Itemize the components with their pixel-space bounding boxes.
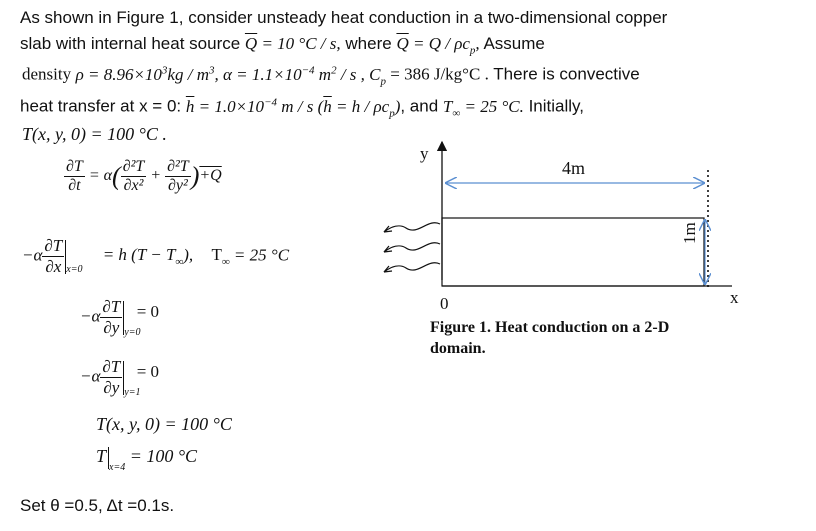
- intro-line-2: slab with internal heat source $\overline{Q} = 10$ °C / s, where $\overline{Q} = Q / \rho c_p$, Assume: [20, 34, 545, 57]
- bc-y1-equation: −α $\frac{\partial T}{\partial y}$ $_{y=1}$ = 0: [80, 357, 160, 399]
- bc-y0-equation: −α $\frac{\partial T}{\partial y}$ $_{y=0}$ = 0: [80, 297, 160, 339]
- figure-caption-line-1: Figure 1. Heat conduction on a 2-D: [430, 319, 670, 336]
- convection-arrows-icon: [384, 223, 440, 272]
- intro-line-5: T(x, y, 0) = 100 °C .: [22, 124, 167, 144]
- origin-label: 0: [440, 294, 449, 313]
- pde-equation: $\frac{\partial T}{\partial t}$ = α( $\frac{\text{∂²T}}{\text{∂x²}}$ + $\frac{\text{∂²T}}{\text{∂y²}}$ )+Q: [66, 158, 222, 194]
- intro-line-3: density $\rho = 8.96\times 10^3kg / m^3$, $\alpha = 1.1\times 10^{-4}$ $m^2$ / s , $C_p = 386$ J/kg°C . There is convective: [22, 64, 640, 88]
- intro-line-1: As shown in Figure 1, consider unsteady heat conduction in a two-dimensional copper: [20, 8, 668, 27]
- slab-rectangle: [442, 218, 704, 286]
- height-label: 1m: [680, 222, 699, 244]
- y-axis-label: y: [420, 144, 429, 163]
- x-axis-label: x: [730, 288, 739, 307]
- width-label: 4m: [562, 158, 586, 178]
- bc-x4-equation: $T_{x=4} = 100$ °C: [96, 446, 198, 473]
- figure-caption-line-2: domain.: [430, 340, 486, 357]
- bc-x0-equation: −α $\frac{\partial T}{\partial x}$ $_{x=0}$ = h $(T - T_\infty)$, $T_\infty = 25$ °C: [22, 236, 290, 276]
- footer-text: Set θ =0.5, Δt =0.1s.: [20, 496, 175, 515]
- initial-condition: T(x, y, 0) = 100 °C: [96, 414, 232, 434]
- intro-line-4: heat transfer at x = 0: $\overline{h} = 1.0\times 10^{-4}$ m / s $(\overline{h} = h / \rho c_p)$, and $T_\infty = 25$ °C. Initially,: [20, 96, 584, 120]
